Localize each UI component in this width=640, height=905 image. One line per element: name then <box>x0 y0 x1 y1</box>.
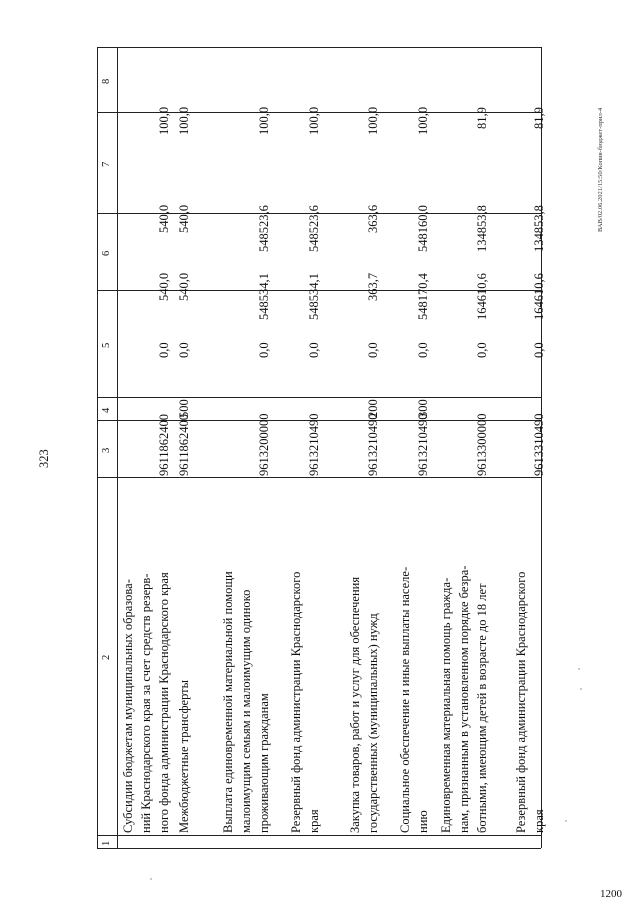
row-value-c6: 540,0 <box>157 273 171 302</box>
page-number: 323 <box>37 449 51 468</box>
footer-number: 1200 <box>600 888 622 900</box>
row-value-c6: 548534,1 <box>257 273 271 320</box>
row-value-c5: 0,0 <box>257 342 271 358</box>
row-value-c6: 164610,6 <box>475 273 489 320</box>
row-expense-type: 200 <box>366 399 380 418</box>
row-name-line: Единовременная материальная помощь гражда- <box>439 577 453 833</box>
column-header: 4 <box>101 407 112 413</box>
row-value-c5: 0,0 <box>475 342 489 358</box>
row-name-line: Межбюджетные трансферты <box>177 679 191 833</box>
scan-speck <box>578 668 580 670</box>
scan-speck <box>565 820 567 822</box>
row-code: 9611862400 <box>177 413 191 476</box>
row-expense-type: 300 <box>416 399 430 418</box>
row-value-c8: 100,0 <box>307 107 321 136</box>
table-grid-line <box>97 397 541 398</box>
row-value-c5: 0,0 <box>532 342 546 358</box>
row-value-c8: 100,0 <box>257 107 271 136</box>
row-code: 9613300000 <box>475 413 489 476</box>
scan-speck <box>580 688 582 690</box>
row-value-c6: 548534,1 <box>307 273 321 320</box>
row-name-line: проживающим гражданам <box>257 693 271 833</box>
row-value-c7: 134853,8 <box>475 205 489 252</box>
row-name-line: края <box>307 809 321 833</box>
row-name-line: государственных (муниципальных) нужд <box>366 613 380 833</box>
row-name-line: Выплата единовременной материальной помощи <box>221 571 235 833</box>
row-value-c6: 164610,6 <box>532 273 546 320</box>
row-name-line: Социальное обеспечение и иные выплаты населе- <box>398 566 412 833</box>
row-name-line: нию <box>416 810 430 833</box>
row-value-c8: 81,9 <box>532 107 546 129</box>
row-name-line: Резервный фонд администрации Краснодарского <box>514 571 528 833</box>
row-code: 9613210490 <box>307 413 321 476</box>
file-note: ВАВ/02.06.2021/15:50/Копия-бюджет-прил-4 <box>597 107 604 232</box>
column-header: 6 <box>101 250 112 256</box>
row-code: 9611862400 <box>157 413 171 476</box>
row-name-line: малоимущим семьям и малоимущим одиноко <box>239 589 253 833</box>
row-code: 9613310490 <box>532 413 546 476</box>
table-grid-line <box>97 835 541 836</box>
row-expense-type: 500 <box>177 399 191 418</box>
row-value-c5: 0,0 <box>366 342 380 358</box>
column-header: 1 <box>101 840 112 846</box>
row-name-line: Закупка товаров, работ и услуг для обеспечения <box>348 576 362 833</box>
row-name-line: ного фонда администрации Краснодарского края <box>157 572 171 833</box>
table-grid-line <box>97 47 541 48</box>
row-name-line: ний Краснодарского края за счет средств резерв- <box>139 573 153 833</box>
column-header: 3 <box>101 447 112 453</box>
column-header: 7 <box>101 161 112 167</box>
row-code: 9613200000 <box>257 413 271 476</box>
table-grid-line <box>97 477 541 478</box>
row-value-c5: 0,0 <box>307 342 321 358</box>
row-value-c8: 100,0 <box>366 107 380 136</box>
row-value-c7: 540,0 <box>157 205 171 234</box>
column-header: 2 <box>101 654 112 660</box>
column-header: 8 <box>101 78 112 84</box>
row-code: 9613210490 <box>366 413 380 476</box>
row-value-c7: 548160,0 <box>416 205 430 252</box>
row-value-c7: 540,0 <box>177 205 191 234</box>
row-name-line: нам, признанным в установленном порядке безра- <box>457 565 471 833</box>
row-value-c5: 0,0 <box>416 342 430 358</box>
row-value-c8: 100,0 <box>157 107 171 136</box>
row-value-c5: 0,0 <box>177 342 191 358</box>
row-value-c6: 363,7 <box>366 273 380 302</box>
row-code: 9613210490 <box>416 413 430 476</box>
row-name-line: края <box>532 809 546 833</box>
row-name-line: Резервный фонд администрации Краснодарского <box>289 571 303 833</box>
row-value-c5: 0,0 <box>157 342 171 358</box>
scan-speck <box>150 878 152 880</box>
row-value-c7: 134853,8 <box>532 205 546 252</box>
row-value-c6: 540,0 <box>177 273 191 302</box>
row-value-c7: 548523,6 <box>257 205 271 252</box>
row-value-c8: 100,0 <box>416 107 430 136</box>
table-grid-line <box>97 47 98 848</box>
row-value-c8: 81,9 <box>475 107 489 129</box>
row-value-c6: 548170,4 <box>416 273 430 320</box>
row-name-line: Субсидии бюджетам муниципальных образова- <box>121 579 135 833</box>
row-name-line: ботными, имеющим детей в возрасте до 18 лет <box>475 583 489 833</box>
row-value-c7: 548523,6 <box>307 205 321 252</box>
table-grid-line <box>117 47 118 848</box>
table-grid-line <box>97 848 541 849</box>
column-header: 5 <box>101 342 112 348</box>
row-value-c8: 100,0 <box>177 107 191 136</box>
row-value-c7: 363,6 <box>366 205 380 234</box>
